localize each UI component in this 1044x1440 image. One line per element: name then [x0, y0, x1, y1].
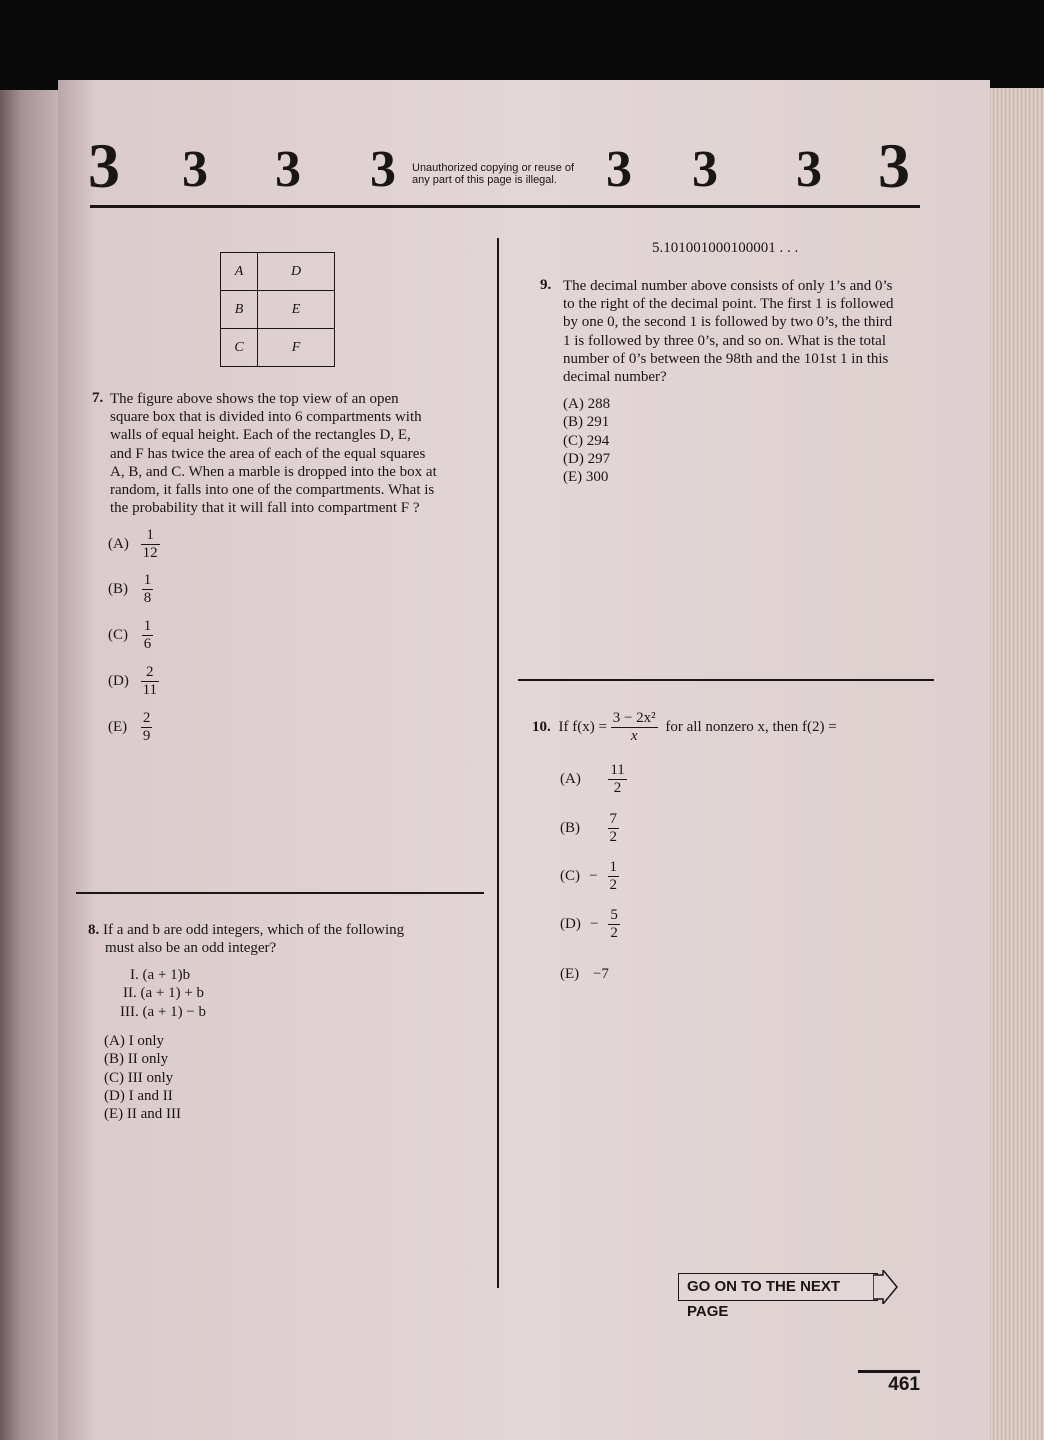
question-9-stem: The decimal number above consists of only 1’s and 0’s to the right of the decimal point. The first 1 is followed by one 0, the second 1 is followed by two 0’s, the third 1 is followed by three 0’s, and so on. What is the total number of 0’s between the 98th and the 101st 1 in this decimal number? [563, 278, 894, 386]
section-number: 3 [182, 141, 208, 198]
question-8-statements: I. (a + 1)b II. (a + 1) + b III. (a + 1) − b [120, 967, 207, 1020]
section-number: 3 [370, 141, 396, 198]
answer-choice[interactable]: (B) $\frac{1}{8}$ [108, 572, 152, 606]
answer-choice[interactable]: (C) − $\frac{1}{2}$ [560, 859, 617, 893]
answer-choice[interactable]: (D) − $\frac{5}{2}$ [560, 907, 618, 941]
section-number: 3 [796, 141, 822, 198]
cell-d: D [258, 253, 335, 291]
answer-choice[interactable]: (D) 297 [563, 450, 611, 467]
question-separator [518, 679, 934, 681]
answer-choice[interactable]: (A) $\frac{11}{2}$ [560, 762, 625, 796]
question-10-stem: 10. If f(x) = $\frac{\text{3 − 2x²}}{x}$ for all nonzero x, then f(2) = [532, 710, 837, 744]
cell-e: E [258, 291, 335, 329]
answer-choice[interactable]: (A) I only [104, 1033, 164, 1049]
answer-choice[interactable]: (C) 294 [563, 432, 610, 449]
answer-choice[interactable]: (D) I and II [104, 1087, 173, 1104]
cell-f: F [258, 329, 335, 367]
page-edges [990, 88, 1044, 1440]
answer-choice[interactable]: (B) $\frac{7}{2}$ [560, 811, 617, 845]
question-8-stem: 8. If a and b are odd integers, which of the following must also be an odd integer? [88, 922, 405, 957]
section-number: 3 [606, 141, 632, 198]
page-number-rule [858, 1370, 920, 1373]
answer-choice[interactable]: (A) $\frac{1}{12}$ [108, 527, 158, 561]
question-number: 7. [92, 390, 104, 406]
question-7-stem: The figure above shows the top view of an open square box that is divided into 6 compartments with walls of equal height. Each of the rectangles D, E, and F has twice the area of each of the equal squares A, B, and C. When a marble is dropped into the box at random, it falls into one of the compartments. What is the probability that it will fall into compartment F ? [110, 391, 437, 517]
answer-choice[interactable]: (C) $\frac{1}{6}$ [108, 618, 152, 652]
question-number: 9. [540, 277, 552, 293]
question-8-choices [104, 1032, 304, 1123]
answer-choice[interactable]: (A) 288 [563, 396, 611, 412]
answer-choice[interactable]: (E) 300 [563, 469, 609, 486]
answer-choice[interactable]: (D) $\frac{2}{11}$ [108, 664, 158, 698]
copyright-notice: Unauthorized copying or reuse of any part of this page is illegal. [412, 162, 575, 186]
cell-c: C [221, 329, 258, 367]
answer-choice[interactable]: (C) III only [104, 1069, 174, 1086]
decimal-number: 5.101001000100001 . . . [652, 240, 799, 256]
cell-a: A [221, 253, 258, 291]
cell-b: B [221, 291, 258, 329]
answer-choice[interactable]: (E) II and III [104, 1106, 182, 1123]
arrow-right-icon [873, 1270, 899, 1304]
go-on-next-page-banner [678, 1270, 900, 1320]
answer-choice[interactable]: (E) $\frac{2}{9}$ [108, 710, 151, 744]
section-number: 3 [88, 130, 120, 201]
left-facing-page [0, 90, 58, 1440]
header-rule [90, 205, 920, 208]
answer-choice[interactable]: (B) 291 [563, 414, 610, 431]
question-separator [76, 892, 484, 894]
section-number: 3 [275, 141, 301, 198]
answer-choice[interactable]: (B) II only [104, 1051, 169, 1068]
compartment-figure [220, 252, 335, 367]
section-number: 3 [878, 130, 910, 201]
page-number: 461 [888, 1374, 920, 1395]
go-on-label: GO ON TO THE NEXT PAGE [678, 1273, 878, 1301]
question-9-choices [563, 395, 763, 486]
section-number: 3 [692, 141, 718, 198]
answer-choice[interactable]: (E) −7 [560, 966, 609, 982]
column-divider [497, 238, 499, 1288]
